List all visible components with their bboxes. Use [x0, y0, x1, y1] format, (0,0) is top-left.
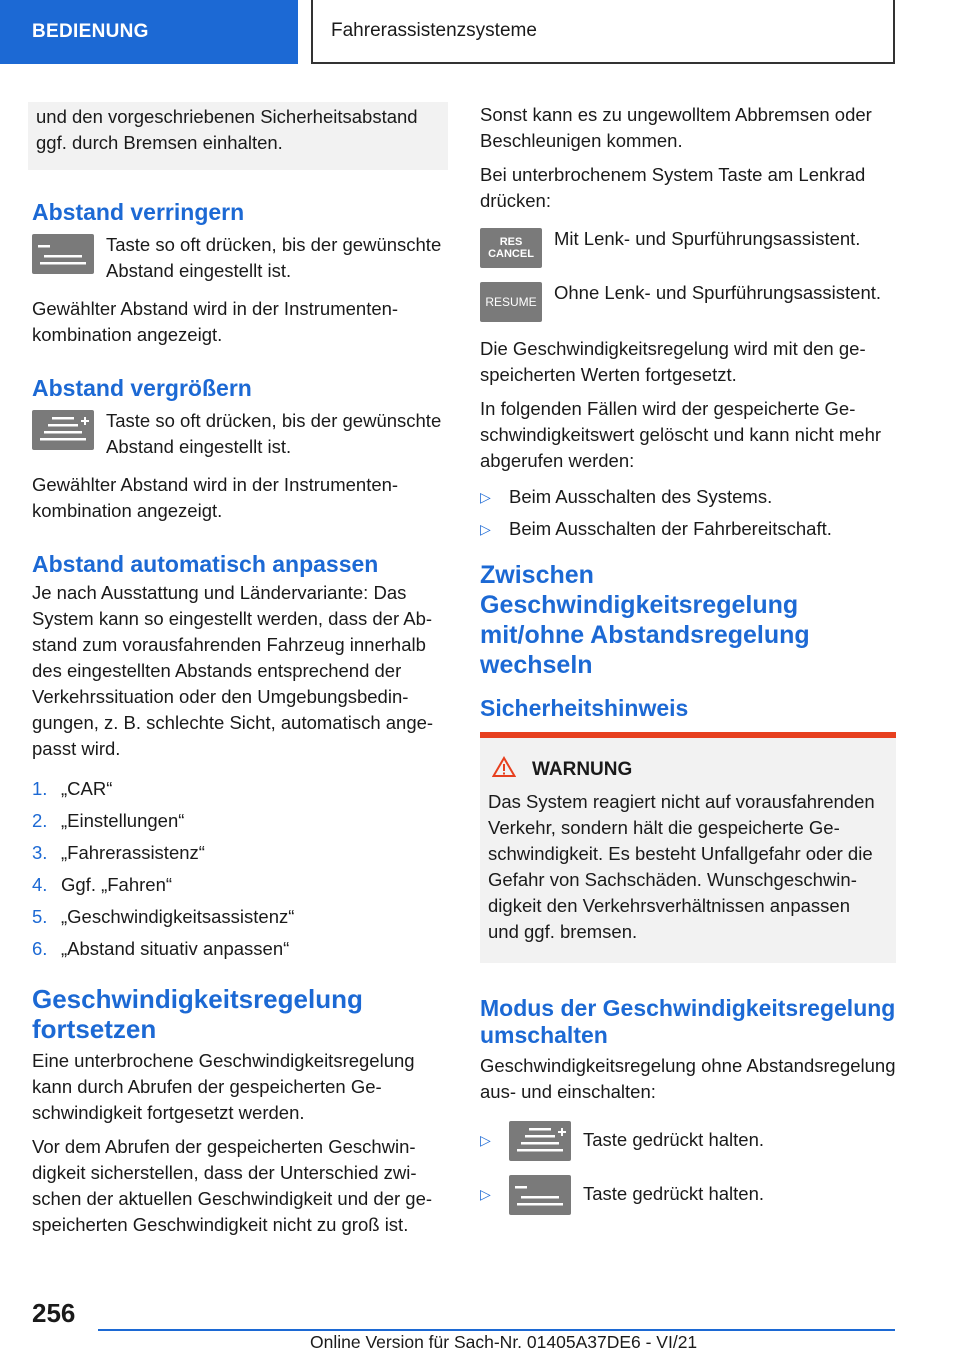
intro-text: und den vorgeschriebenen Sicherheitsabstand ggf. durch Bremsen einhalten.	[36, 106, 418, 153]
mode-switch-list	[480, 1119, 896, 1215]
increase-row	[32, 408, 448, 460]
warning-title: WARNUNG	[532, 758, 633, 780]
decrease-instruction: Taste so oft drücken, bis der gewünschte Abstand eingestellt ist.	[106, 234, 442, 281]
decrease-row	[32, 232, 448, 284]
warning-header	[488, 756, 884, 783]
list-item: ▷ Taste gedrückt halten.	[480, 1119, 896, 1161]
resume-row	[480, 280, 896, 322]
intro-box	[28, 102, 448, 170]
distance-decrease-icon	[32, 234, 94, 274]
list-item: ▷ Beim Ausschalten der Fahrbereitschaft.	[480, 518, 832, 539]
warning-triangle-icon	[492, 756, 516, 783]
list-item: 1. „CAR“	[32, 778, 113, 799]
distance-increase-icon	[509, 1121, 571, 1161]
reset-conditions-list	[480, 484, 896, 542]
decrease-note: Gewählter Abstand wird in der Instrumentenkombination angezeigt.	[32, 298, 399, 345]
header-chapter	[311, 0, 895, 64]
list-item: 3. „Fahrerassistenz“	[32, 842, 205, 863]
auto-adjust-text: Je nach Ausstattung und Ländervariante: Das System kann so eingestellt werden, dass der Abstand zum vorausfahrenden Fahrzeug innerhalb des eingestellten Abstands entsprechend der Verkehrssituation oder den Umgebungsbedingungen, z. B. schlechte Sicht, automatisch angepasst wird.	[32, 582, 434, 759]
header-chapter-label: Fahrerassistenzsysteme	[331, 20, 537, 41]
right-column	[480, 102, 896, 1229]
resume-description: Ohne Lenk- und Spurführungsassistent.	[554, 282, 882, 303]
header-section-label: BEDIENUNG	[32, 21, 149, 42]
heading-switch-mode: Zwischen Geschwindigkeitsregelung mit/ohne Abstandsregelung wechseln	[480, 561, 810, 679]
heading-increase-distance: Abstand vergrößern	[32, 375, 252, 401]
right-p3: Die Geschwindigkeitsregelung wird mit den gespeicherten Werten fortgesetzt.	[480, 338, 866, 385]
res-cancel-description: Mit Lenk- und Spurführungsassistent.	[554, 228, 861, 249]
right-p1: Sonst kann es zu ungewolltem Abbremsen oder Beschleunigen kommen.	[480, 104, 872, 151]
heading-safety-notice: Sicherheitshinweis	[480, 695, 689, 721]
heading-decrease-distance: Abstand verringern	[32, 199, 245, 225]
resume-button-icon: RESUME	[480, 282, 542, 322]
right-p2: Bei unterbrochenem System Taste am Lenkrad drücken:	[480, 164, 866, 211]
list-item: 5. „Geschwindigkeitsassistenz“	[32, 906, 295, 927]
list-item: 2. „Einstellungen“	[32, 810, 185, 831]
footer-divider	[98, 1329, 895, 1331]
res-cancel-button-icon: RES CANCEL	[480, 228, 542, 268]
distance-increase-icon	[32, 410, 94, 450]
warning-text: Das System reagiert nicht auf vorausfahrenden Verkehr, sondern hält die gespeicherte Geschwindigkeit. Es besteht Unfallgefahr oder die Gefahr von Sachschäden. Wunschgeschwindigkeit den Verkehrsverhältnissen anpassen und ggf. bremsen.	[488, 791, 875, 942]
resume-p1: Eine unterbrochene Geschwindigkeitsregelung kann durch Abrufen der gespeicherten Geschwindigkeit fortgesetzt werden.	[32, 1050, 415, 1123]
header-section	[0, 0, 298, 64]
heading-auto-adjust: Abstand automatisch anpassen	[32, 551, 379, 577]
page-number: 256	[32, 1298, 76, 1328]
heading-resume-speed-control: Geschwindigkeitsregelung fortsetzen	[32, 984, 363, 1044]
distance-decrease-icon	[509, 1175, 571, 1215]
right-p4: In folgenden Fällen wird der gespeicherte Geschwindigkeitswert gelöscht und kann nicht mehr abgerufen werden:	[480, 398, 882, 471]
left-column	[32, 102, 448, 1246]
list-item: 6. „Abstand situativ anpassen“	[32, 938, 290, 959]
increase-instruction: Taste so oft drücken, bis der gewünschte Abstand eingestellt ist.	[106, 410, 442, 457]
list-item: 4. Ggf. „Fahren“	[32, 874, 173, 895]
res-cancel-row	[480, 226, 896, 268]
list-item: ▷ Beim Ausschalten des Systems.	[480, 486, 773, 507]
footer-online-version: Online Version für Sach-Nr. 01405A37DE6 - VI/21	[310, 1332, 698, 1352]
warning-box	[480, 732, 896, 963]
heading-mode-switch: Modus der Geschwindigkeitsregelung umschalten	[480, 995, 896, 1048]
mode-text: Geschwindigkeitsregelung ohne Abstandsregelung aus- und einschalten:	[480, 1055, 896, 1102]
auto-adjust-steps	[32, 776, 448, 962]
list-item: ▷ Taste gedrückt halten.	[480, 1173, 896, 1215]
increase-note: Gewählter Abstand wird in der Instrumentenkombination angezeigt.	[32, 474, 399, 521]
resume-p2: Vor dem Abrufen der gespeicherten Geschwindigkeit sicherstellen, dass der Unterschied zwischen der aktuellen Geschwindigkeit und der gespeicherten Geschwindigkeit nicht zu groß ist.	[32, 1136, 433, 1235]
